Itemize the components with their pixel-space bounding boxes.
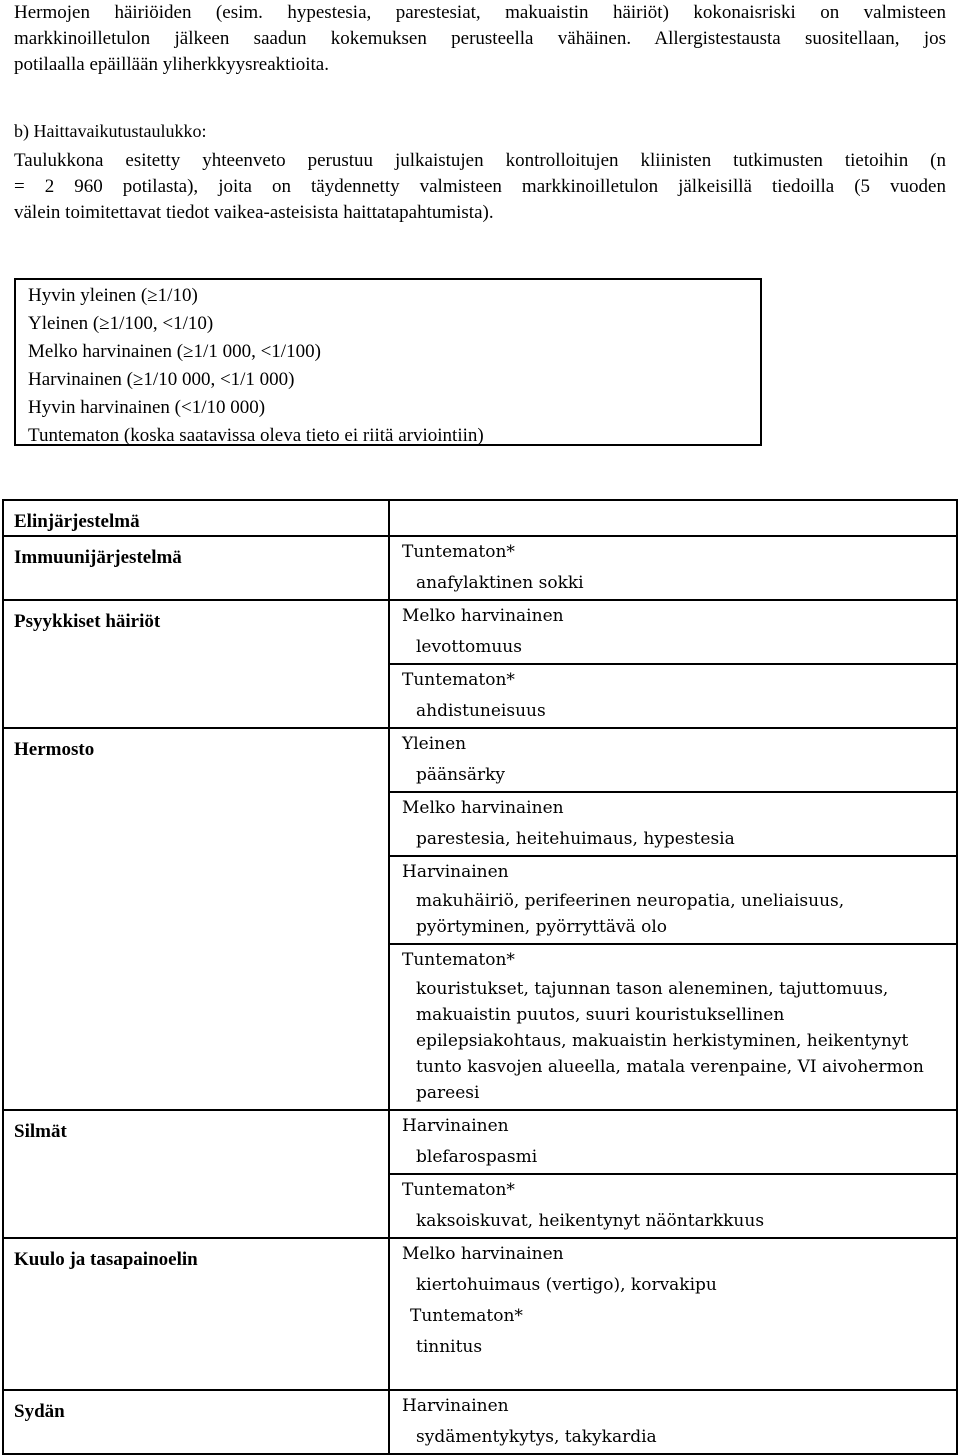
frequency-legend-item: Tuntematon (koska saatavissa oleva tieto ei riitä arviointiin) bbox=[28, 425, 484, 446]
frequency-label: Harvinainen bbox=[402, 1116, 509, 1136]
entry-cell bbox=[389, 1238, 957, 1390]
frequency-label: Melko harvinainen bbox=[402, 606, 564, 626]
frequency-legend-box bbox=[14, 278, 762, 446]
frequency-label: Tuntematon* bbox=[402, 1180, 515, 1200]
entry-cell bbox=[389, 856, 957, 944]
table-header-label: Elinjärjestelmä bbox=[14, 511, 140, 532]
system-cell bbox=[3, 728, 389, 1110]
table-row bbox=[3, 1110, 957, 1174]
table-row bbox=[3, 1390, 957, 1454]
intro-line: markkinoilletulon jälkeen saadun kokemuksen perusteella vähäinen. Allergistestausta suositellaan, jos bbox=[14, 28, 946, 49]
table-row bbox=[3, 1238, 957, 1390]
entry-cell bbox=[389, 536, 957, 600]
table-header-cell bbox=[3, 500, 389, 536]
system-eye: Silmät bbox=[14, 1121, 67, 1142]
intro-line: Hermojen häiriöiden (esim. hypestesia, parestesiat, makuaistin häiriöt) kokonaisriski on valmisteen bbox=[14, 2, 946, 23]
system-nervous: Hermosto bbox=[14, 739, 95, 760]
reaction-term: tunto kasvojen alueella, matala verenpaine, VI aivohermon bbox=[416, 1057, 924, 1077]
frequency-label: Yleinen bbox=[402, 734, 467, 754]
reaction-term: blefarospasmi bbox=[416, 1147, 538, 1167]
entry-cell bbox=[389, 600, 957, 664]
system-psych: Psyykkiset häiriöt bbox=[14, 611, 161, 632]
entry-cell bbox=[389, 792, 957, 856]
system-cell bbox=[3, 536, 389, 600]
table-row bbox=[3, 728, 957, 792]
reaction-term: epilepsiakohtaus, makuaistin herkistyminen, heikentynyt bbox=[416, 1031, 909, 1051]
reaction-term: sydämentykytys, takykardia bbox=[416, 1427, 657, 1447]
frequency-label: Tuntematon* bbox=[410, 1306, 523, 1326]
description-line: = 2 960 potilasta), joita on täydennetty valmisteen markkinoilletulon jälkeisillä tiedoilla (5 vuoden bbox=[14, 176, 946, 197]
reaction-term: kouristukset, tajunnan tason aleneminen, tajuttomuus, bbox=[416, 979, 889, 999]
adverse-reactions-table bbox=[2, 499, 958, 1455]
section-description bbox=[14, 148, 946, 226]
reaction-term: anafylaktinen sokki bbox=[416, 573, 584, 593]
entry-cell bbox=[389, 1174, 957, 1238]
entry-cell bbox=[389, 728, 957, 792]
frequency-label: Melko harvinainen bbox=[402, 798, 564, 818]
frequency-legend-item: Yleinen (≥1/100, <1/10) bbox=[28, 313, 214, 334]
frequency-label: Melko harvinainen bbox=[402, 1244, 564, 1264]
table-header-row bbox=[3, 500, 957, 536]
reaction-term: makuaistin puutos, suuri kouristuksellinen bbox=[416, 1005, 785, 1025]
reaction-term: levottomuus bbox=[416, 637, 522, 657]
reaction-term: kiertohuimaus (vertigo), korvakipu bbox=[416, 1275, 717, 1295]
table-header-empty-cell bbox=[389, 500, 957, 536]
description-line: välein toimitettavat tiedot vaikea-asteisista haittatapahtumista). bbox=[14, 202, 494, 223]
frequency-legend-item: Hyvin yleinen (≥1/10) bbox=[28, 285, 198, 306]
frequency-legend-item: Harvinainen (≥1/10 000, <1/1 000) bbox=[28, 369, 295, 390]
reaction-term: kaksoiskuvat, heikentynyt näöntarkkuus bbox=[416, 1211, 765, 1231]
frequency-label: Harvinainen bbox=[402, 1396, 509, 1416]
reaction-term: päänsärky bbox=[416, 765, 505, 785]
system-cell bbox=[3, 1390, 389, 1454]
reaction-term: makuhäiriö, perifeerinen neuropatia, uneliaisuus, bbox=[416, 891, 845, 911]
section-heading: b) Haittavaikutustaulukko: bbox=[14, 121, 207, 141]
system-immune: Immuunijärjestelmä bbox=[14, 547, 182, 568]
table-row bbox=[3, 600, 957, 664]
entry-cell bbox=[389, 664, 957, 728]
frequency-legend-item: Melko harvinainen (≥1/1 000, <1/100) bbox=[28, 341, 321, 362]
description-line: Taulukkona esitetty yhteenveto perustuu julkaistujen kontrolloitujen kliinisten tutkimusten tietoihin (n bbox=[14, 150, 946, 171]
reaction-term: pyörtyminen, pyörryttävä olo bbox=[416, 917, 668, 937]
intro-line: potilaalla epäillään yliherkkyysreaktioita. bbox=[14, 54, 329, 75]
system-cell bbox=[3, 1238, 389, 1390]
system-ear: Kuulo ja tasapainoelin bbox=[14, 1249, 198, 1270]
entry-cell bbox=[389, 944, 957, 1110]
frequency-label: Tuntematon* bbox=[402, 542, 515, 562]
intro-paragraph bbox=[14, 0, 946, 78]
system-heart: Sydän bbox=[14, 1401, 65, 1422]
reaction-term: pareesi bbox=[416, 1083, 480, 1103]
table-row bbox=[3, 536, 957, 600]
system-cell bbox=[3, 1110, 389, 1238]
frequency-legend-item: Hyvin harvinainen (<1/10 000) bbox=[28, 397, 266, 418]
system-cell bbox=[3, 600, 389, 728]
reaction-term: ahdistuneisuus bbox=[416, 701, 546, 721]
frequency-label: Harvinainen bbox=[402, 862, 509, 882]
reaction-term: tinnitus bbox=[416, 1337, 483, 1357]
frequency-label: Tuntematon* bbox=[402, 670, 515, 690]
entry-cell bbox=[389, 1390, 957, 1454]
frequency-label: Tuntematon* bbox=[402, 950, 515, 970]
entry-cell bbox=[389, 1110, 957, 1174]
reaction-term: parestesia, heitehuimaus, hypestesia bbox=[416, 829, 735, 849]
